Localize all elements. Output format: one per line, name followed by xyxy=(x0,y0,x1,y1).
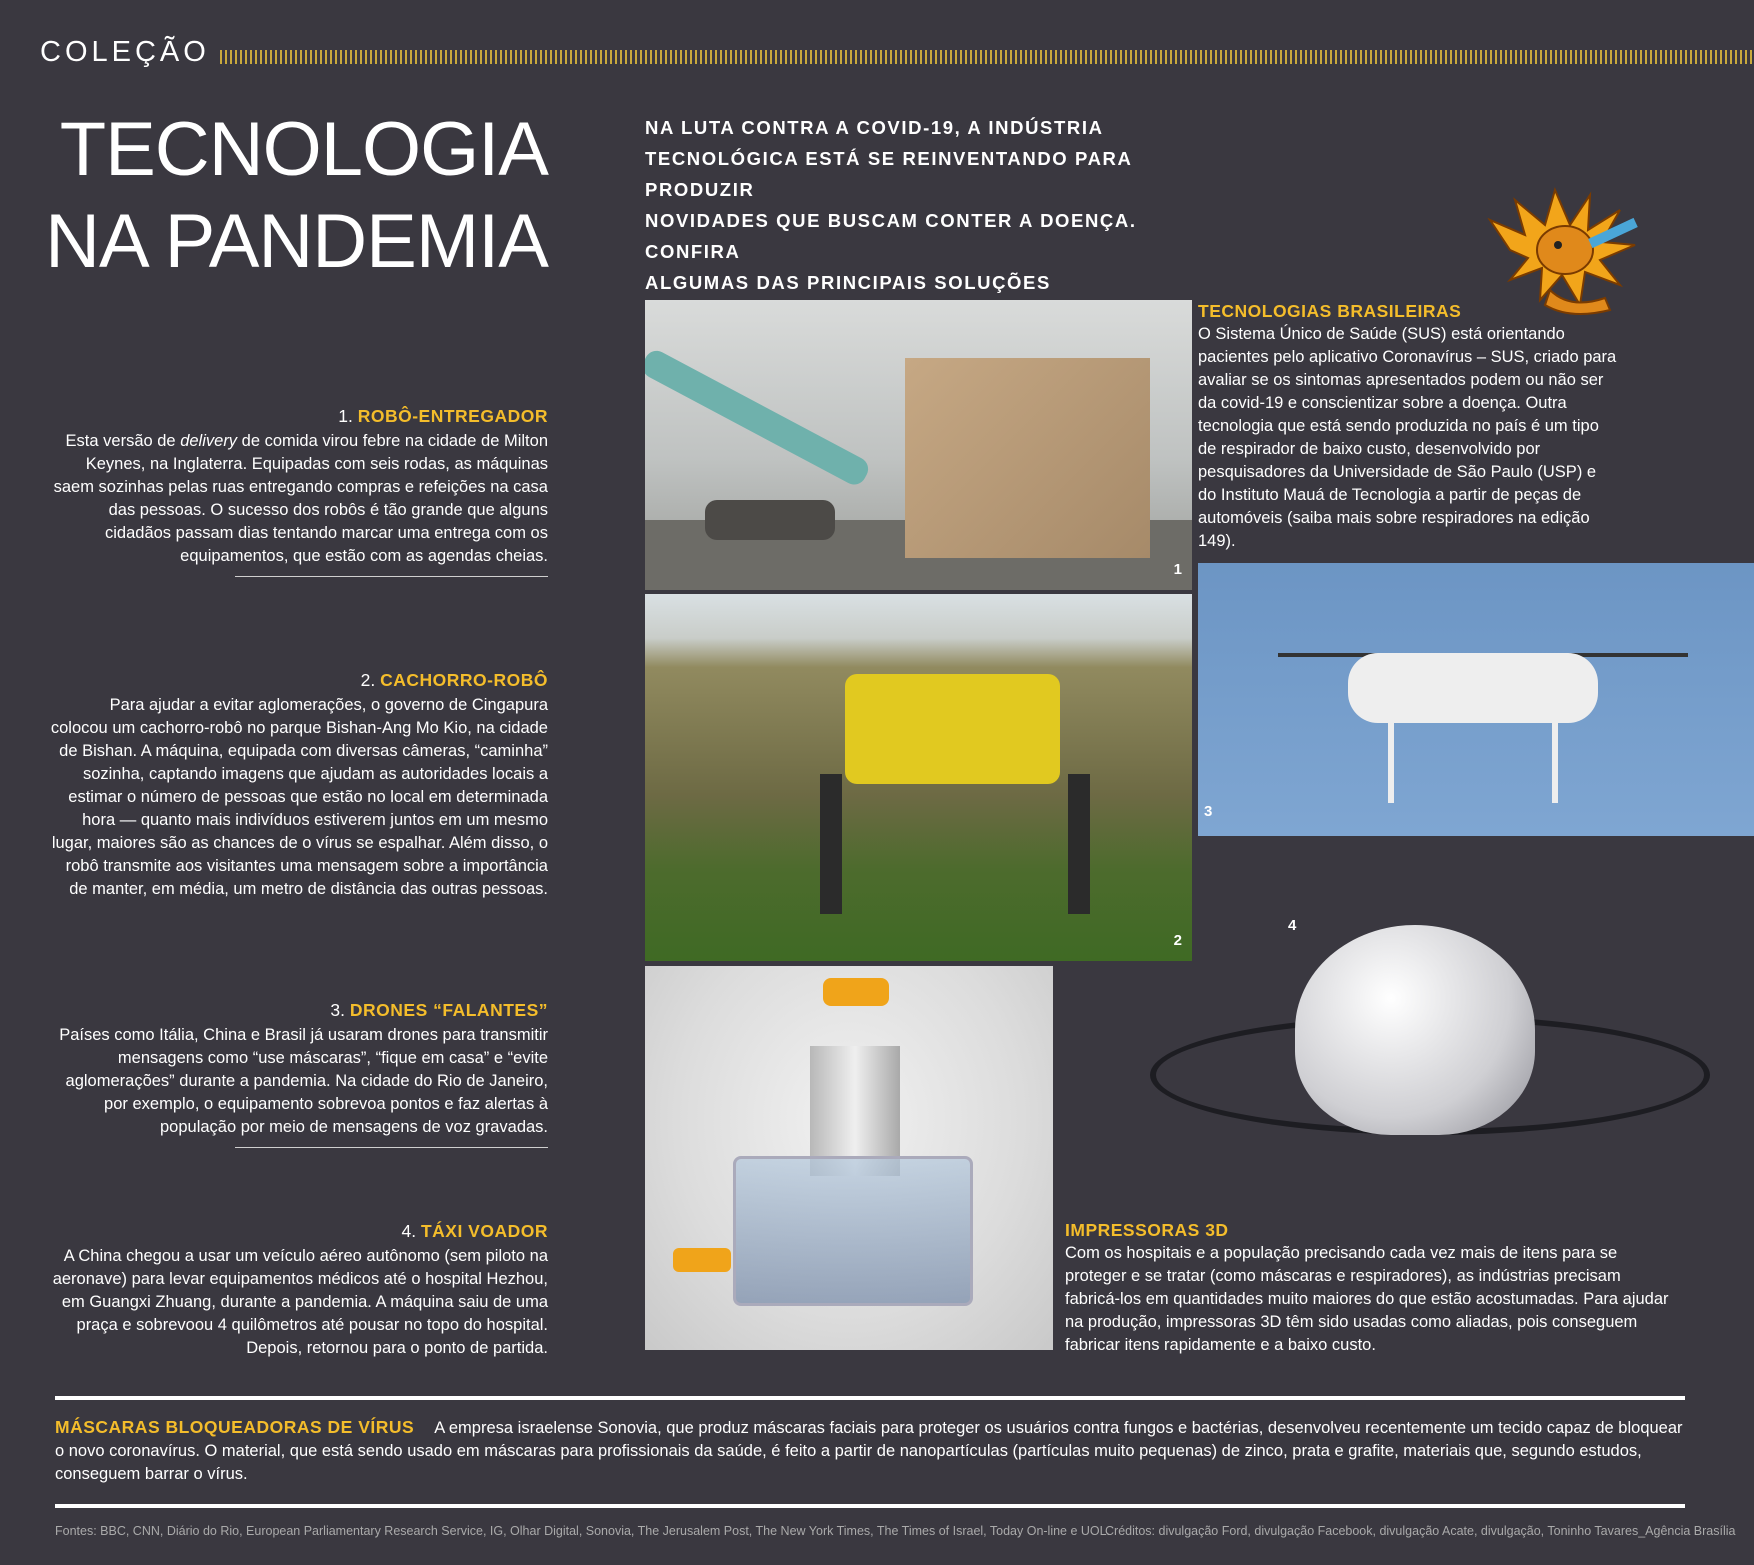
item-heading-text: TÁXI VOADOR xyxy=(420,1221,548,1241)
photo-device-cap xyxy=(823,978,889,1006)
item-cachorro-robo xyxy=(50,669,548,901)
intro-line: ALGUMAS DAS PRINCIPAIS SOLUÇÕES xyxy=(645,272,1051,293)
title-line-1: TECNOLOGIA xyxy=(59,107,548,192)
item-number: 1. xyxy=(338,406,353,426)
item-number: 2. xyxy=(360,670,376,690)
item-body xyxy=(50,430,548,568)
divider xyxy=(235,576,548,577)
masks-heading: MÁSCARAS BLOQUEADORAS DE VÍRUS xyxy=(55,1417,415,1437)
intro-line: NOVIDADES QUE BUSCAM CONTER A DOENÇA. CONFIRA xyxy=(645,210,1137,262)
photo-drone xyxy=(1198,563,1754,836)
photo-device-nozzle xyxy=(673,1248,731,1272)
item-heading-text: ROBÔ-ENTREGADOR xyxy=(357,406,548,426)
masks-body: A empresa israelense Sonovia, que produz máscaras faciais para proteger os usuários contra fungos e bactérias, desenvolveu recentemente um tecido capaz de bloquear o novo coronavírus. O material, que está sendo usado em máscaras para profissionais da saúde, é feito a partir de nanopartículas (partículas muito pequenas) de zinco, prata e grafite, materiais que, segundo estudos, conseguem barrar o vírus. xyxy=(55,1419,1683,1483)
item-number: 3. xyxy=(330,1000,346,1020)
item-drones-falantes xyxy=(50,999,548,1148)
item-heading xyxy=(50,999,548,1022)
photo-device-base xyxy=(733,1156,973,1306)
3d-printers-heading: IMPRESSORAS 3D xyxy=(1065,1220,1229,1240)
photo-robot-foot xyxy=(705,500,835,540)
brazilian-tech-heading: TECNOLOGIAS BRASILEIRAS xyxy=(1198,301,1462,321)
intro-line: NA LUTA CONTRA A COVID-19, A INDÚSTRIA xyxy=(645,117,1104,138)
photo-number: 4 xyxy=(1288,917,1297,934)
item-body: Para ajudar a evitar aglomerações, o governo de Cingapura colocou um cachorro-robô no parque Bishan-Ang Mo Kio, na cidade de Bishan. A máquina, equipada com diversas câmeras, “caminha” sozinha, captando imagens que ajudam as autoridades locais a estimar o número de pessoas que estão no local em determinada hora — quanto mais indivíduos estiverem juntos em um mesmo lugar, maiores são as chances de o vírus se espalhar. Além disso, o robô transmite aos visitantes uma mensagem sobre a importância de manter, em média, um metro de distância das outras pessoas. xyxy=(50,696,548,898)
item-heading xyxy=(50,669,548,692)
photo-dog-legs xyxy=(820,774,1090,914)
photo-dog-body xyxy=(845,674,1060,784)
3d-printers-body: Com os hospitais e a população precisando cada vez mais de itens para se proteger e se tratar (como máscaras e respiradores), as indústrias precisam fabricá-los em quantidades muito maiores do que estão acostumadas. Para ajudar na produção, impressoras 3D têm sido usadas como aliadas, pois conseguem fabricar itens rapidamente e a baixo custo. xyxy=(1065,1244,1669,1354)
section-header xyxy=(40,36,1754,76)
brazilian-tech-body: O Sistema Único de Saúde (SUS) está orientando pacientes pelo aplicativo Coronavírus – SUS, criado para avaliar se os sintomas apresentados podem ou não ser da covid-19 e conscientizar sobre a doença. Outra tecnologia que está sendo produzida no país é um tipo de respirador de baixo custo, desenvolvido por pesquisadores da Universidade de São Paulo (USP) e do Instituto Mauá de Tecnologia a partir de peças de automóveis (saiba mais sobre respiradores na edição 149). xyxy=(1198,325,1617,550)
photo-number: 1 xyxy=(1173,561,1182,578)
item-heading-text: CACHORRO-ROBÔ xyxy=(380,670,548,690)
photo-delivery-robot xyxy=(645,300,1192,590)
photo-number: 3 xyxy=(1204,803,1213,820)
title-line-2: NA PANDEMIA xyxy=(45,199,548,284)
item-robo-entregador xyxy=(50,405,548,577)
photo-box xyxy=(905,358,1150,558)
photo-3d-printed-device xyxy=(645,966,1053,1350)
item-taxi-voador xyxy=(50,1220,548,1360)
item-body: Países como Itália, China e Brasil já usaram drones para transmitir mensagens como “use máscaras”, “fique em casa” e “evite aglomerações” durante a pandemia. Na cidade do Rio de Janeiro, por exemplo, o equipamento sobrevoa pontos e faz alertas à população por meio de mensagens de voz gravadas. xyxy=(59,1026,548,1136)
header-stripe xyxy=(220,50,1754,64)
section-label: COLEÇÃO xyxy=(40,36,210,68)
item-heading-text: DRONES “FALANTES” xyxy=(349,1000,548,1020)
item-body-post: de comida virou febre na cidade de Milton Keynes, na Inglaterra. Equipadas com seis rodas, as máquinas saem sozinhas pelas ruas entregando compras e refeições na casa das pessoas. O sucesso dos robôs é tão grande que alguns cidadãos passam dias tentando marcar uma entrega com os equipamentos, que estão com as agendas cheias. xyxy=(53,432,548,565)
3d-printers-box xyxy=(1065,1219,1675,1357)
masks-box xyxy=(55,1396,1685,1508)
credits-footnote: Créditos: divulgação Ford, divulgação Facebook, divulgação Acate, divulgação, Toninho Tavares_Agência Brasília xyxy=(1105,1524,1736,1538)
item-heading xyxy=(50,405,548,428)
photo-taxi-cabin xyxy=(1295,925,1535,1135)
item-number: 4. xyxy=(401,1221,417,1241)
photo-robot-arm xyxy=(645,347,872,489)
lion-mascot-icon xyxy=(1470,180,1680,320)
photo-flying-taxi xyxy=(1060,865,1754,1205)
intro-line: TECNOLÓGICA ESTÁ SE REINVENTANDO PARA PRODUZIR xyxy=(645,148,1132,200)
sources-footnote: Fontes: BBC, CNN, Diário do Rio, European Parliamentary Research Service, IG, Olhar Digital, Sonovia, The Jerusalem Post, The New York Times, The Times of Israel, Today On-line e UOL. xyxy=(55,1524,1111,1538)
item-heading xyxy=(50,1220,548,1243)
divider xyxy=(235,1147,548,1148)
page-title xyxy=(40,104,548,288)
item-body-em: delivery xyxy=(180,432,238,450)
photo-number: 2 xyxy=(1173,932,1182,949)
photo-drone-body xyxy=(1348,653,1598,723)
item-body-pre: Esta versão de xyxy=(65,432,181,450)
item-body: A China chegou a usar um veículo aéreo autônomo (sem piloto na aeronave) para levar equipamentos médicos até o hospital Hezhou, em Guangxi Zhuang, durante a pandemia. A máquina saiu de uma praça e sobrevoou 4 quilômetros até pousar no topo do hospital. Depois, retornou para o ponto de partida. xyxy=(52,1247,548,1357)
brazilian-tech-box xyxy=(1198,300,1618,553)
photo-drone-legs xyxy=(1388,713,1558,803)
